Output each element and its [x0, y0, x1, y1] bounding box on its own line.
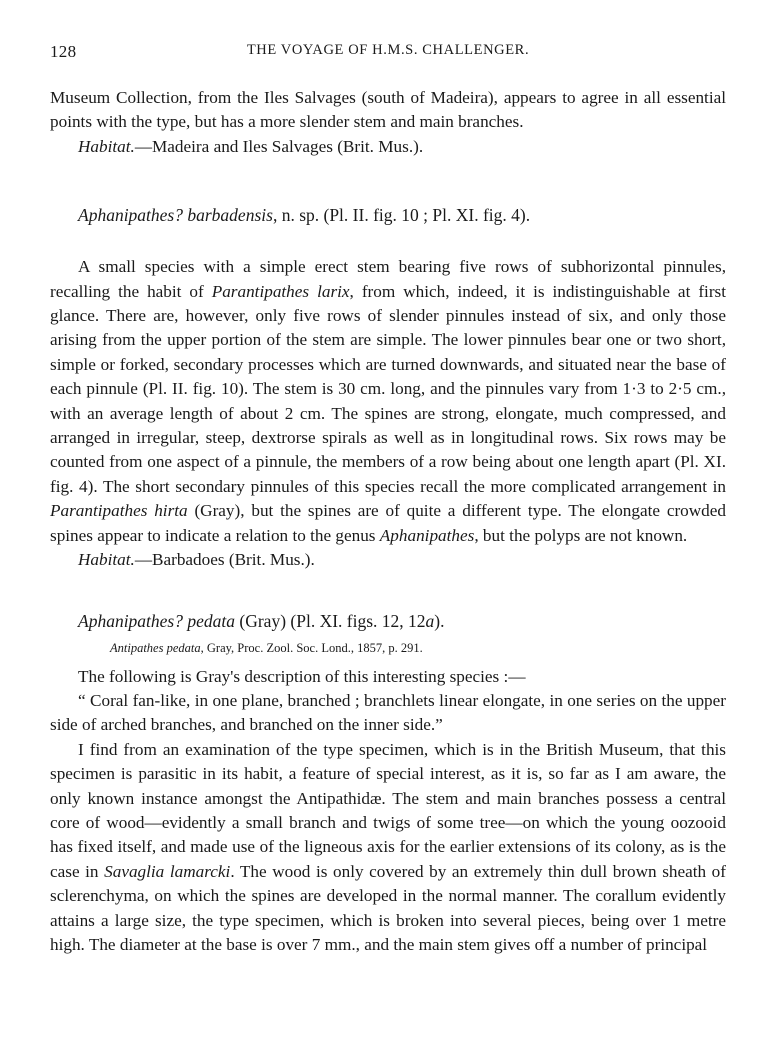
habitat-label: Habitat. — [78, 136, 135, 156]
synonymy-citation: Antipathes pedata, Gray, Proc. Zool. Soc. Lond., 1857, p. 291. — [110, 640, 423, 655]
barbadensis-description: A small species with a simple erect stem bearing five rows of subhorizontal pinnules, recalling the habit of Parantipathes larix, from which, indeed, it is indistinguishable at first glance. There are, however, only five rows of slender pinnules instead of six, and only those arising from the upper portion of the stem are simple. The lower pinnules bear one or two short, simple or forked, secondary processes which are turned downwards, and situated near the base of each pinnule (Pl. II. fig. 10). The stem is 30 cm. long, and the pinnules vary from 1·3 to 2·5 cm., with an average length of about 2 cm. The spines are strong, elongate, much compressed, and arranged in irregular, steep, dextrorse spirals as well as in longitudinal rows. Six rows may be counted from one aspect of a pinnule, the members of a row being about one length apart (Pl. XI. fig. 4). The short secondary pinnules of this species recall the more complicated arrangement in Parantipathes hirta (Gray), but the spines are of quite a different type. The elongate crowded spines appear to indicate a relation to the genus Aphanipathes, but the polyps are not known. — [50, 257, 727, 545]
species-heading-barbadensis: Aphanipathes? barbadensis, n. sp. (Pl. II. fig. 10 ; Pl. XI. fig. 4). — [78, 205, 531, 226]
habitat-label: Habitat. — [78, 550, 135, 570]
gray-quotation: “ Coral fan-like, in one plane, branched ; branchlets linear elongate, in one series on the upper side of arched branches, and branched on the inner side.” — [50, 690, 726, 735]
page-number: 128 — [50, 42, 77, 61]
pedata-description: I find from an examination of the type specimen, which is in the British Museum, that this specimen is parasitic in its habit, a feature of special interest, as it is, so far as I am aware, the only known instance amongst the Antipathidæ. The stem and main branches possess a central core of wood—evidently a small branch and twigs of some tree—on which the young oozooid has fixed itself, and made use of the ligneous axis for the earlier extensions of its colony, as is the case in Savaglia lamarcki. The wood is only covered by an extremely thin dull brown sheath of sclerenchyma, on which the spines are developed in the normal manner. The corallum evidently attains a large size, the type specimen, which is broken into several pieces, being over 1 metre high. The diameter at the base is over 7 mm., and the main stem gives off a number of principal — [50, 739, 727, 954]
intro-paragraph: Museum Collection, from the Iles Salvages (south of Madeira), appears to agree in all essential points with the type, but has a more slender stem and main branches. — [50, 88, 726, 132]
document-page — [50, 38, 726, 957]
species-heading-pedata: Aphanipathes? pedata (Gray) (Pl. XI. figs. 12, 12a). — [78, 610, 445, 631]
running-head — [50, 38, 726, 66]
running-title: THE VOYAGE OF H.M.S. CHALLENGER. — [246, 42, 530, 58]
pedata-intro: The following is Gray's description of this interesting species :— — [78, 666, 526, 686]
intro-habitat: Habitat.—Madeira and Iles Salvages (Brit. Mus.). — [78, 136, 424, 156]
barbadensis-habitat: Habitat.—Barbadoes (Brit. Mus.). — [78, 550, 315, 570]
